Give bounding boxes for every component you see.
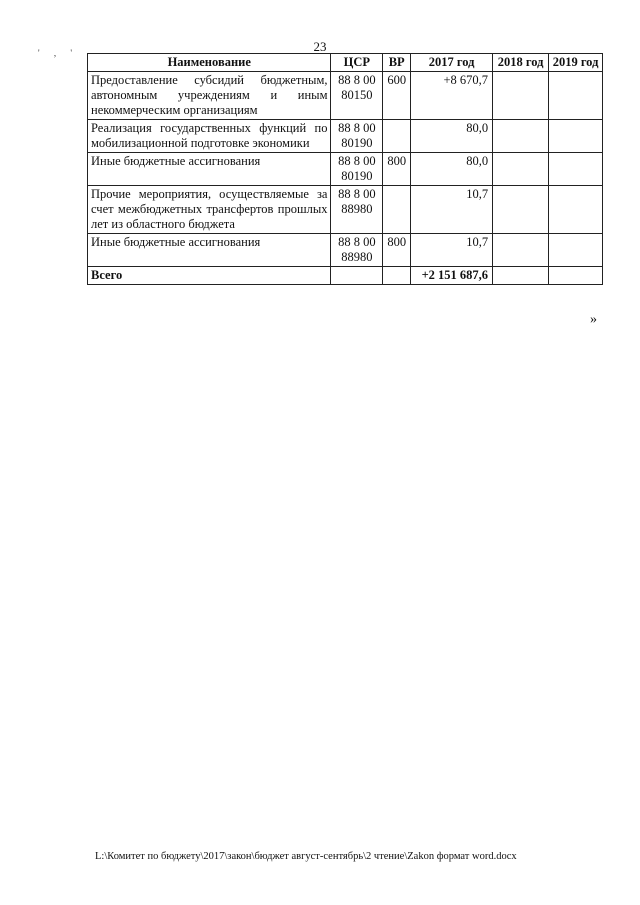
header-vr: ВР	[383, 54, 411, 72]
table-row	[88, 120, 603, 153]
total-csr	[331, 267, 383, 285]
row-amount-2019	[549, 72, 603, 120]
scan-marks: ' , '	[38, 48, 78, 58]
row-amount-2019	[549, 120, 603, 153]
row-vr	[383, 120, 411, 153]
page-number: 23	[313, 39, 327, 54]
budget-table	[87, 53, 603, 285]
row-amount-2017: 80,0	[411, 120, 493, 153]
row-vr: 600	[383, 72, 411, 120]
row-vr	[383, 186, 411, 234]
header-2019: 2019 год	[549, 54, 603, 72]
row-csr: 88 8 00 80190	[331, 153, 383, 186]
total-amount-2018	[493, 267, 549, 285]
total-amount-2019	[549, 267, 603, 285]
row-vr: 800	[383, 153, 411, 186]
table-row	[88, 186, 603, 234]
row-amount-2017: 10,7	[411, 186, 493, 234]
row-name: Иные бюджетные ассигнования	[88, 153, 331, 186]
header-2018: 2018 год	[493, 54, 549, 72]
row-amount-2017: +8 670,7	[411, 72, 493, 120]
table-row	[88, 72, 603, 120]
row-amount-2017: 80,0	[411, 153, 493, 186]
header-csr: ЦСР	[331, 54, 383, 72]
row-csr: 88 8 00 80150	[331, 72, 383, 120]
header-2017: 2017 год	[411, 54, 493, 72]
row-amount-2017: 10,7	[411, 234, 493, 267]
total-row	[88, 267, 603, 285]
row-vr: 800	[383, 234, 411, 267]
table-row	[88, 234, 603, 267]
row-amount-2019	[549, 186, 603, 234]
row-name: Реализация государственных функций по мобилизационной подготовке экономики	[88, 120, 331, 153]
row-amount-2018	[493, 72, 549, 120]
row-name: Прочие мероприятия, осуществляемые за счет межбюджетных трансфертов прошлых лет из областного бюджета	[88, 186, 331, 234]
row-amount-2018	[493, 120, 549, 153]
row-amount-2019	[549, 234, 603, 267]
row-csr: 88 8 00 88980	[331, 186, 383, 234]
row-name: Предоставление субсидий бюджетным, автономным учреждениям и иным некоммерческим организациям	[88, 72, 331, 120]
footer-file-path: L:\Комитет по бюджету\2017\закон\бюджет август-сентябрь\2 чтение\Zakon формат word.docx	[95, 851, 517, 862]
total-vr	[383, 267, 411, 285]
row-amount-2019	[549, 153, 603, 186]
row-amount-2018	[493, 186, 549, 234]
row-amount-2018	[493, 153, 549, 186]
total-amount-2017: +2 151 687,6	[411, 267, 493, 285]
row-csr: 88 8 00 80190	[331, 120, 383, 153]
header-name: Наименование	[88, 54, 331, 72]
row-amount-2018	[493, 234, 549, 267]
table-header-row	[88, 54, 603, 72]
row-csr: 88 8 00 88980	[331, 234, 383, 267]
table-row	[88, 153, 603, 186]
closing-quote: »	[590, 312, 597, 327]
row-name: Иные бюджетные ассигнования	[88, 234, 331, 267]
total-label: Всего	[88, 267, 331, 285]
